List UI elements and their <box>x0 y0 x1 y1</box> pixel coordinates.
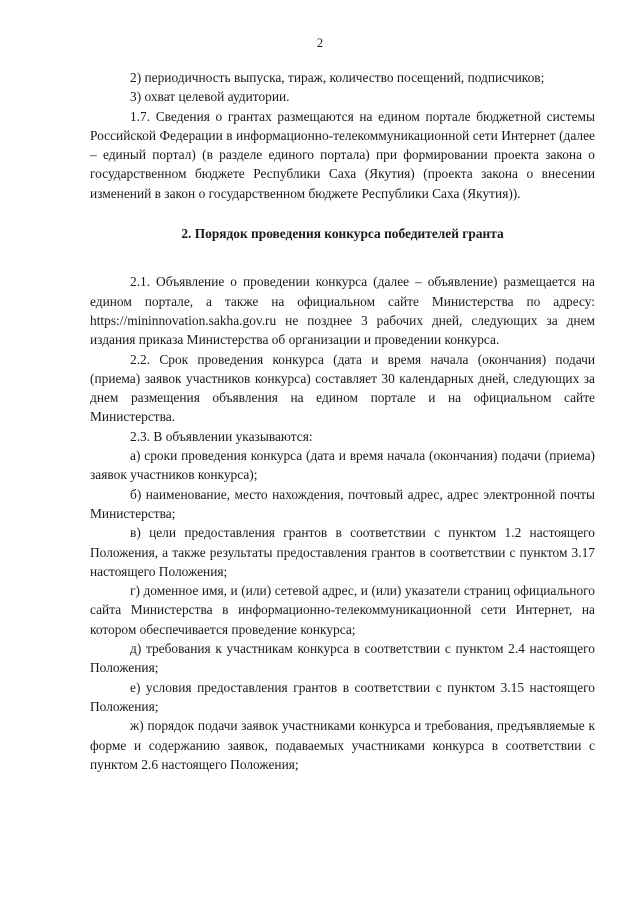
section-heading: 2. Порядок проведения конкурса победителей гранта <box>181 226 504 242</box>
list-item-zh: ж) порядок подачи заявок участниками конкурса и требования, предъявляемые к форме и содержанию заявок, подаваемых участниками конкурса в соответствии с пунктом 2.6 настоящего Положения; <box>90 718 595 772</box>
list-item-v: в) цели предоставления грантов в соответствии с пунктом 1.2 настоящего Положения, а также результаты предоставления грантов в соответствии с пунктом 3.17 настоящего Положения; <box>90 525 595 579</box>
paragraph-1-7: 1.7. Сведения о грантах размещаются на едином портале бюджетной системы Российской Федерации в информационно-телекоммуникационной сети Интернет (далее – единый портал) (в разделе единого портала) при формировании проекта закона о государственном бюджете Республики Саха (Якутия) (проекта закона о внесении изменений в закон о государственном бюджете Республики Саха (Якутия)). <box>90 108 595 201</box>
list-item-g: г) доменное имя, и (или) сетевой адрес, и (или) указатели страниц официального сайта Министерства в информационно-телекоммуникационной сети Интернет, на котором обеспечивается проведение конкурса; <box>90 583 595 637</box>
paragraph-item-3: 3) охват целевой аудитории. <box>130 89 290 105</box>
paragraph-item-2: 2) периодичность выпуска, тираж, количество посещений, подписчиков; <box>130 70 545 85</box>
list-item-b: б) наименование, место нахождения, почтовый адрес, адрес электронной почты Министерства; <box>90 486 595 521</box>
list-item-e: е) условия предоставления грантов в соответствии с пунктом 3.15 настоящего Положения; <box>90 679 595 714</box>
paragraph-2-1: 2.1. Объявление о проведении конкурса (далее – объявление) размещается на едином портале, а также на официальном сайте Министерства по адресу: https://mininnovation.sakha.gov.ru не позднее 3 рабочих дней, следующих за днем издания приказа Министерства об организации и проведении конкурса. <box>90 274 595 348</box>
page-number: 2 <box>316 36 324 50</box>
list-item-a: а) сроки проведения конкурса (дата и время начала (окончания) подачи (приема) заявок участников конкурса); <box>90 448 595 483</box>
paragraph-2-3: 2.3. В объявлении указываются: <box>130 428 313 444</box>
paragraph-2-2: 2.2. Срок проведения конкурса (дата и время начала (окончания) подачи (приема) заявок участников конкурса) составляет 30 календарных дней, следующих за днем размещения объявления на едином портале и на официальном сайте Министерства. <box>90 351 595 425</box>
list-item-d: д) требования к участникам конкурса в соответствии с пунктом 2.4 настоящего Положения; <box>90 641 595 676</box>
document-body <box>90 68 595 774</box>
